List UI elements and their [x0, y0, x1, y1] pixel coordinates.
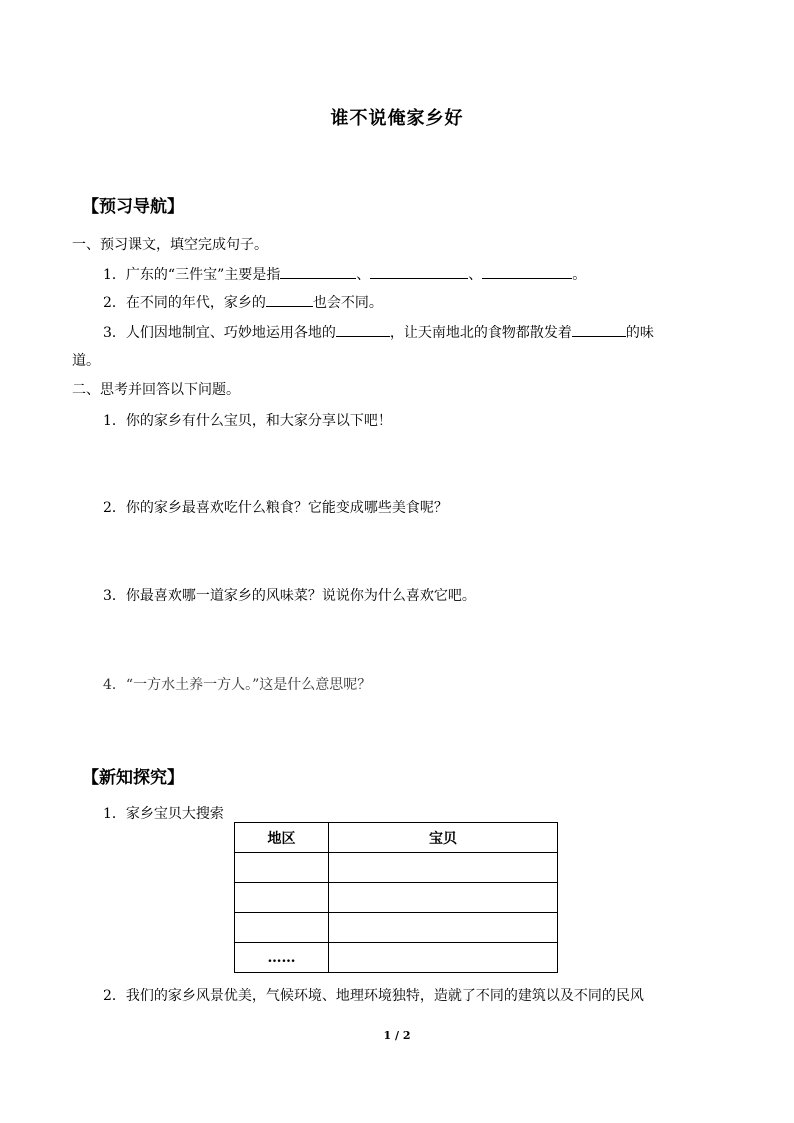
section-heading-explore: 【新知探究】: [82, 768, 184, 788]
fill-blank[interactable]: [280, 264, 356, 279]
explore-question-1: 1．家乡宝贝大搜索: [103, 806, 224, 822]
question-1-2: [103, 292, 383, 312]
question-number: 3．: [103, 325, 126, 341]
table-row: [235, 913, 558, 943]
separator: 、: [468, 267, 483, 283]
page-title: 谁不说俺家乡好: [330, 108, 464, 129]
table-cell[interactable]: [329, 853, 558, 883]
question-2-2: 2．你的家乡最喜欢吃什么粮食？它能变成哪些美食呢？: [103, 500, 448, 516]
fill-blank[interactable]: [572, 322, 626, 337]
question-1-3: [103, 322, 654, 342]
question-1-1: [103, 264, 586, 284]
question-2-1: 1．你的家乡有什么宝贝，和大家分享以下吧！: [103, 413, 392, 429]
table-cell[interactable]: [329, 913, 558, 943]
fill-blank[interactable]: [336, 322, 390, 337]
question-text: 广东的“三件宝”主要是指: [125, 267, 281, 283]
question-number: 2．: [103, 295, 126, 311]
question-text: 也会不同。: [312, 295, 383, 311]
separator: 、: [356, 267, 371, 283]
question-text: 在不同的年代，家乡的: [125, 295, 266, 311]
fill-blank[interactable]: [482, 264, 572, 279]
table-row: [235, 943, 558, 973]
question-text: ，让天南地北的食物都散发着: [389, 325, 572, 341]
table-cell[interactable]: [235, 883, 329, 913]
question-number: 1．: [103, 267, 126, 283]
explore-question-2: 2．我们的家乡风景优美，气候环境、地理环境独特，造就了不同的建筑以及不同的民风: [103, 988, 644, 1004]
table-row: [235, 853, 558, 883]
part1-label: 一、预习课文，填空完成句子。: [72, 237, 268, 253]
fill-blank[interactable]: [266, 292, 313, 307]
column-header-treasure: 宝贝: [329, 823, 558, 853]
punctuation: 。: [572, 267, 587, 283]
column-header-region: 地区: [235, 823, 329, 853]
table-cell[interactable]: [329, 943, 558, 973]
part2-label: 二、思考并回答以下问题。: [72, 382, 240, 398]
question-2-3: 3．你最喜欢哪一道家乡的风味菜？说说你为什么喜欢它吧。: [103, 588, 476, 604]
table-cell[interactable]: ……: [235, 943, 329, 973]
table-cell[interactable]: [235, 853, 329, 883]
question-text: 的味: [625, 325, 654, 341]
treasure-table: [234, 822, 558, 973]
table-row: [235, 883, 558, 913]
question-text: 人们因地制宜、巧妙地运用各地的: [125, 325, 336, 341]
question-1-3-continued: 道。: [72, 353, 100, 369]
question-2-4: 4．“一方水土养一方人。”这是什么意思呢？: [103, 677, 372, 693]
table-header-row: [235, 823, 558, 853]
table-cell[interactable]: [329, 883, 558, 913]
fill-blank[interactable]: [370, 264, 468, 279]
section-heading-preview: 【预习导航】: [82, 197, 184, 217]
table-cell[interactable]: [235, 913, 329, 943]
page-number: 1 / 2: [383, 1029, 411, 1042]
